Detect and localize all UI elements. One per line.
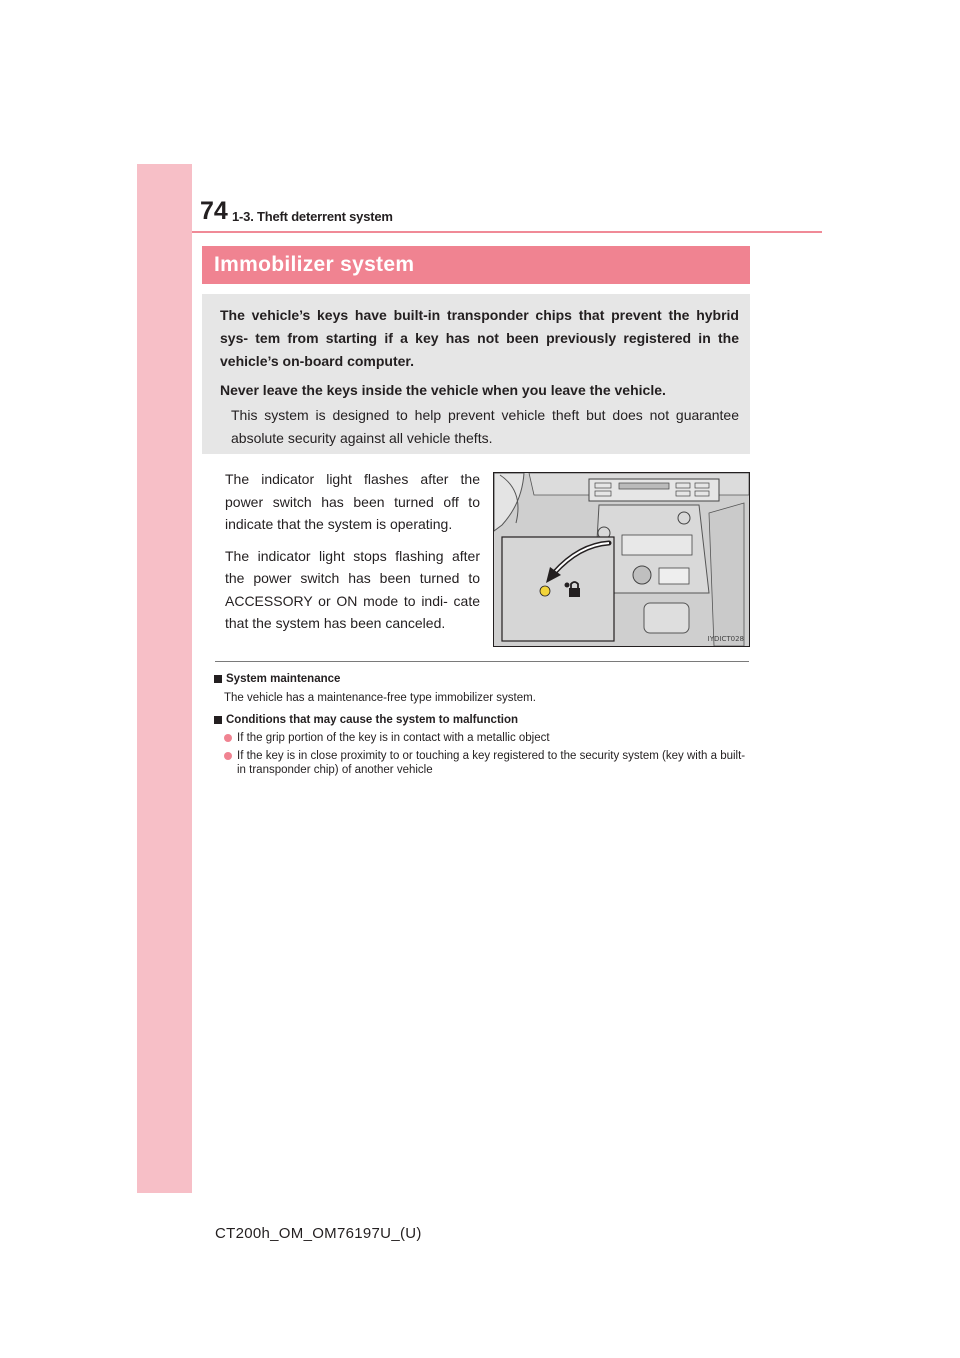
intro-box [202,294,750,454]
footer-doc-code: CT200h_OM_OM76197U_(U) [215,1225,422,1242]
body-text [225,468,480,644]
page-title: Immobilizer system [202,246,750,284]
page-number: 74 [200,197,228,225]
maintenance-text: The vehicle has a maintenance-free type immobilizer system. [224,692,536,704]
separator-rule [215,661,749,662]
list-item: If the grip portion of the key is in contact with a metallic object [224,731,753,745]
dashboard-illustration [493,472,750,647]
side-tab-band [137,164,192,1193]
intro-warning: Never leave the keys inside the vehicle when you leave the vehicle. [220,382,666,398]
info-section [213,672,753,777]
maintenance-heading: System maintenance [213,672,753,686]
intro-note: This system is designed to help prevent vehicle theft but does not guarantee absolute security against all vehicle thefts. [231,407,739,446]
figure-code: IYDICT028 [707,635,744,643]
circle-bullet-icon [224,752,232,760]
header-rule [192,231,822,233]
circle-bullet-icon [224,734,232,742]
malfunction-heading: Conditions that may cause the system to malfunction [213,713,753,727]
body-paragraph-2: The indicator light stops flashing after the power switch has been turned to ACCESSORY or ON mode to indi- cate that the system has been canceled. [225,547,480,631]
section-heading: 1-3. Theft deterrent system [232,209,393,224]
body-paragraph-1: The indicator light flashes after the power switch has been turned off to indicate that the system is operating. [225,471,480,532]
intro-paragraph: The vehicle’s keys have built-in transponder chips that prevent the hybrid sys- tem from starting if a key has not been previously registered in the vehicle’s on-board computer. [220,307,739,369]
square-bullet-icon [214,675,222,683]
list-item: If the key is in close proximity to or touching a key registered to the security system (key with a built-in transponder chip) of another vehicle [224,749,753,777]
square-bullet-icon [214,716,222,724]
